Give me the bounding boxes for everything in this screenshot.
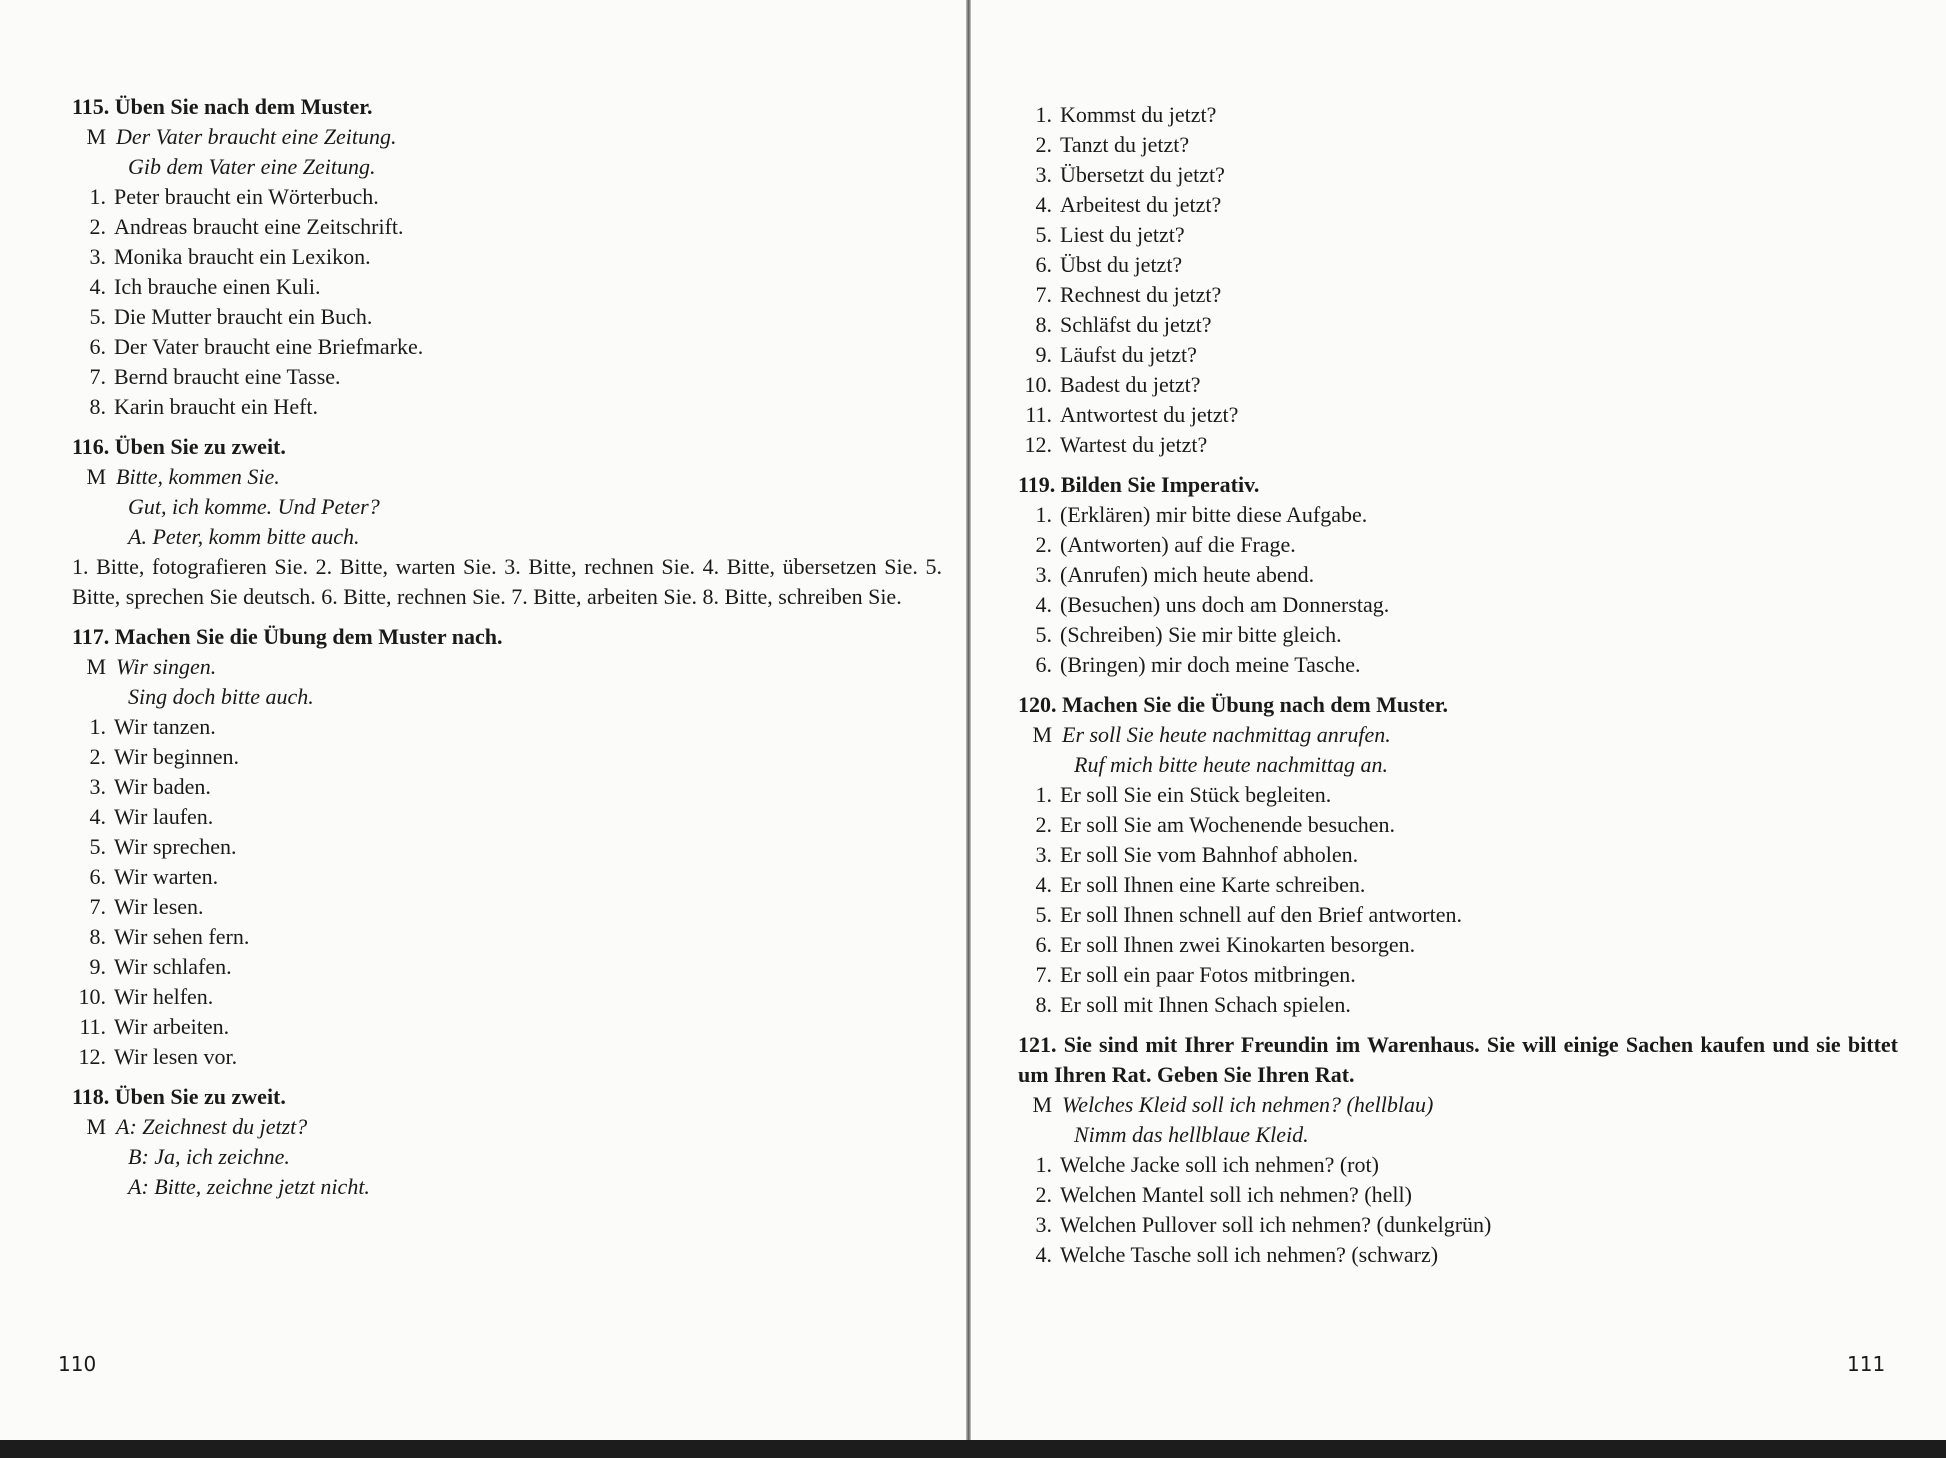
list-item: 3. Er soll Sie vom Bahnhof abholen. — [1035, 842, 1359, 867]
list-item: 8. Er soll mit Ihnen Schach spielen. — [1035, 992, 1351, 1017]
page-number: 111 — [1847, 1352, 1886, 1376]
muster-example — [72, 1112, 942, 1202]
muster-line: Sing doch bitte auch. — [128, 684, 314, 709]
exercise-heading: 118. Üben Sie zu zweit. — [72, 1084, 286, 1109]
book-spine — [966, 0, 971, 1458]
muster-line: Er soll Sie heute nachmittag anrufen. — [1062, 722, 1391, 747]
list-item: 1. Welche Jacke soll ich nehmen? (rot) — [1035, 1152, 1379, 1177]
muster-example — [72, 122, 942, 182]
exercise-list — [1018, 100, 1898, 460]
list-item: 11. Wir arbeiten. — [79, 1014, 230, 1039]
exercise-heading: 117. Machen Sie die Übung dem Muster nach. — [72, 624, 503, 649]
muster-label: M — [86, 654, 106, 679]
muster-line: Der Vater braucht eine Zeitung. — [116, 124, 397, 149]
list-item: 1. (Erklären) mir bitte diese Aufgabe. — [1035, 502, 1368, 527]
left-page-column — [72, 92, 942, 1202]
list-item: 5. Wir sprechen. — [89, 834, 237, 859]
list-item: 7. Er soll ein paar Fotos mitbringen. — [1035, 962, 1356, 987]
muster-line: Wir singen. — [116, 654, 217, 679]
exercise-heading: 116. Üben Sie zu zweit. — [72, 434, 286, 459]
list-item: 11. Antwortest du jetzt? — [1025, 402, 1239, 427]
muster-line: B: Ja, ich zeichne. — [128, 1144, 290, 1169]
list-item: 3. Übersetzt du jetzt? — [1035, 162, 1225, 187]
muster-example — [1018, 720, 1898, 780]
muster-line: Gut, ich komme. Und Peter? — [128, 494, 380, 519]
list-item: 2. Tanzt du jetzt? — [1035, 132, 1190, 157]
exercise-list — [1018, 500, 1898, 680]
list-item: 10. Badest du jetzt? — [1024, 372, 1201, 397]
list-item: 5. (Schreiben) Sie mir bitte gleich. — [1035, 622, 1342, 647]
muster-line: Gib dem Vater eine Zeitung. — [128, 154, 376, 179]
list-item: 4. Ich brauche einen Kuli. — [89, 274, 321, 299]
list-item: 2. (Antworten) auf die Frage. — [1035, 532, 1296, 557]
list-item: 8. Karin braucht ein Heft. — [89, 394, 319, 419]
muster-line: A. Peter, komm bitte auch. — [128, 524, 360, 549]
muster-example — [72, 462, 942, 552]
list-item: 3. Welchen Pullover soll ich nehmen? (dunkelgrün) — [1035, 1212, 1492, 1237]
list-item: 2. Welchen Mantel soll ich nehmen? (hell) — [1035, 1182, 1412, 1207]
muster-example — [1018, 1090, 1898, 1150]
exercise-heading: 115. Üben Sie nach dem Muster. — [72, 94, 373, 119]
muster-line: Welches Kleid soll ich nehmen? (hellblau) — [1062, 1092, 1434, 1117]
muster-line: Nimm das hellblaue Kleid. — [1074, 1122, 1309, 1147]
list-item: 3. Monika braucht ein Lexikon. — [89, 244, 371, 269]
list-item: 4. Er soll Ihnen eine Karte schreiben. — [1035, 872, 1366, 897]
list-item: 1. Wir tanzen. — [89, 714, 216, 739]
list-item: 5. Die Mutter braucht ein Buch. — [89, 304, 373, 329]
list-item: 4. Wir laufen. — [89, 804, 214, 829]
list-item: 2. Er soll Sie am Wochenende besuchen. — [1035, 812, 1396, 837]
list-item: 9. Wir schlafen. — [89, 954, 232, 979]
muster-line: A: Zeichnest du jetzt? — [116, 1114, 308, 1139]
list-item: 7. Wir lesen. — [89, 894, 204, 919]
exercise-list — [1018, 780, 1898, 1020]
list-item: 6. Der Vater braucht eine Briefmarke. — [89, 334, 424, 359]
muster-line: Ruf mich bitte heute nachmittag an. — [1074, 752, 1389, 777]
list-item: 8. Wir sehen fern. — [89, 924, 250, 949]
list-item: 5. Liest du jetzt? — [1035, 222, 1185, 247]
list-item: 6. Wir warten. — [89, 864, 219, 889]
page-number: 110 — [58, 1352, 97, 1376]
list-item: 9. Läufst du jetzt? — [1035, 342, 1197, 367]
list-item: 12. Wartest du jetzt? — [1024, 432, 1208, 457]
muster-line: A: Bitte, zeichne jetzt nicht. — [128, 1174, 370, 1199]
list-item: 6. (Bringen) mir doch meine Tasche. — [1035, 652, 1361, 677]
exercise-paragraph: 1. Bitte, fotografieren Sie. 2. Bitte, warten Sie. 3. Bitte, rechnen Sie. 4. Bitte, übersetzen Sie. 5. Bitte, sprechen Sie deutsch. 6. Bitte, rechnen Sie. 7. Bitte, arbeiten Sie. 8. Bitte, schreiben Sie. — [72, 554, 942, 609]
list-item: 4. (Besuchen) uns doch am Donnerstag. — [1035, 592, 1390, 617]
list-item: 8. Schläfst du jetzt? — [1035, 312, 1212, 337]
exercise-list — [72, 712, 942, 1072]
muster-label: M — [86, 1114, 106, 1139]
list-item: 4. Welche Tasche soll ich nehmen? (schwarz) — [1035, 1242, 1439, 1267]
list-item: 3. (Anrufen) mich heute abend. — [1035, 562, 1315, 587]
exercise-heading: 120. Machen Sie die Übung nach dem Muster. — [1018, 692, 1449, 717]
exercise-heading: 121. Sie sind mit Ihrer Freundin im Warenhaus. Sie will einige Sachen kaufen und sie bittet um Ihren Rat. Geben Sie Ihren Rat. — [1018, 1032, 1898, 1087]
list-item: 7. Rechnest du jetzt? — [1035, 282, 1222, 307]
list-item: 6. Er soll Ihnen zwei Kinokarten besorgen. — [1035, 932, 1416, 957]
muster-example — [72, 652, 942, 712]
muster-label: M — [86, 464, 106, 489]
list-item: 7. Bernd braucht eine Tasse. — [89, 364, 341, 389]
list-item: 4. Arbeitest du jetzt? — [1035, 192, 1222, 217]
list-item: 1. Kommst du jetzt? — [1035, 102, 1217, 127]
list-item: 12. Wir lesen vor. — [78, 1044, 238, 1069]
exercise-heading: 119. Bilden Sie Imperativ. — [1018, 472, 1260, 497]
list-item: 6. Übst du jetzt? — [1035, 252, 1183, 277]
scan-edge — [0, 1440, 1946, 1458]
list-item: 2. Wir beginnen. — [89, 744, 239, 769]
exercise-list — [72, 182, 942, 422]
muster-label: M — [86, 124, 106, 149]
list-item: 1. Peter braucht ein Wörterbuch. — [89, 184, 379, 209]
muster-label: M — [1032, 1092, 1052, 1117]
list-item: 2. Andreas braucht eine Zeitschrift. — [89, 214, 404, 239]
muster-label: M — [1032, 722, 1052, 747]
list-item: 10. Wir helfen. — [78, 984, 214, 1009]
right-page-column — [1018, 100, 1898, 1270]
list-item: 1. Er soll Sie ein Stück begleiten. — [1035, 782, 1332, 807]
exercise-list — [1018, 1150, 1898, 1270]
muster-line: Bitte, kommen Sie. — [116, 464, 280, 489]
list-item: 5. Er soll Ihnen schnell auf den Brief antworten. — [1035, 902, 1462, 927]
list-item: 3. Wir baden. — [89, 774, 211, 799]
